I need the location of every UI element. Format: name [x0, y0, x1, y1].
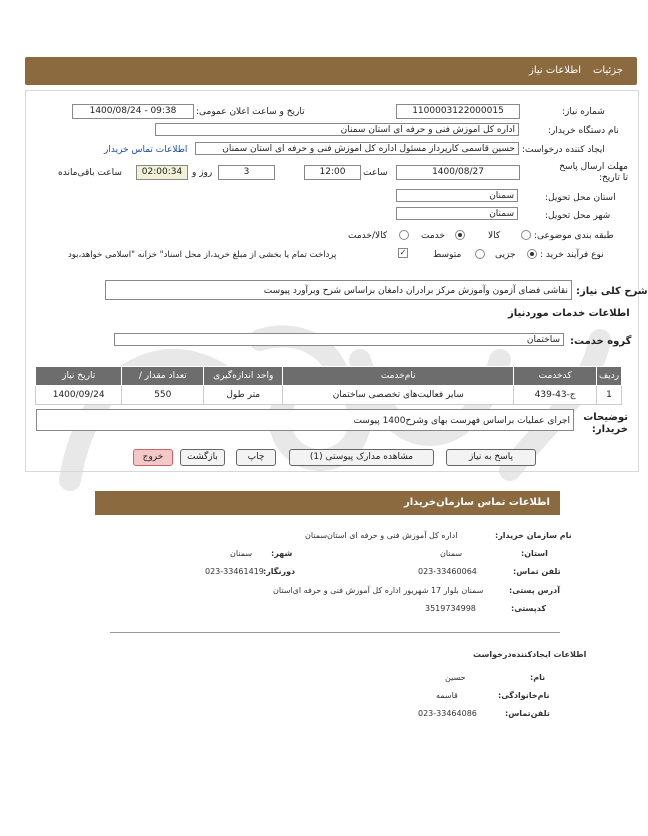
- contact-section-title: اطلاعات تماس سازمان‌خریدار: [403, 497, 550, 508]
- cat-goods-label: کالا: [488, 231, 501, 241]
- cell-need-date: 1400/09/24: [36, 386, 122, 405]
- summary-label: شرح کلی نیاز:: [576, 286, 648, 297]
- buyer-notes-label: توضیحات خریدار:: [583, 412, 628, 435]
- requester-field: حسین قاسمی کارپرداز مسئول اداره کل اموزش فنی و حرفه ای استان سمنان: [195, 142, 519, 155]
- col-header: تاریخ نیاز: [36, 367, 122, 386]
- col-header: نام‌خدمت: [283, 367, 514, 386]
- cell-service-name: سایر فعالیت‌های تخصصی ساختمان: [283, 386, 514, 405]
- contact-section-bar: [95, 491, 560, 515]
- col-header: واحد اندازه‌گیری: [204, 367, 283, 386]
- creator-phone-value: 023-33464086: [418, 709, 477, 718]
- view-docs-button[interactable]: مشاهده مدارک پیوستی (1): [289, 449, 434, 466]
- cat-goods-radio[interactable]: [521, 230, 531, 240]
- postal-value: 3519734998: [425, 604, 476, 613]
- address-value: سمنان بلوار 17 شهریور اداره کل آموزش فنی و حرفه ای‌استان: [273, 586, 484, 595]
- service-group-field: ساختمان: [114, 333, 564, 346]
- time-label: ساعت: [363, 168, 388, 178]
- print-button[interactable]: چاپ: [236, 449, 276, 466]
- payment-checkbox[interactable]: ✓: [399, 248, 407, 257]
- need-number-field: 1100003122000015: [396, 104, 520, 119]
- payment-note: پرداخت تمام یا بخشی از مبلغ خرید،از محل اسناد" خزانه "اسلامی خواهد،بود: [68, 250, 337, 260]
- days-field: 3: [218, 165, 275, 180]
- name-value: حسین: [445, 673, 466, 682]
- deadline-label: مهلت ارسال پاسخ تا تاریخ:: [559, 162, 628, 183]
- cell-row-no: 1: [597, 386, 622, 405]
- buyer-contact-link[interactable]: اطلاعات تماس خریدار: [104, 145, 188, 155]
- table-header-row: [36, 367, 622, 386]
- city-contact-value: سمنان: [230, 549, 253, 558]
- phone-value: 023-33460064: [418, 567, 477, 576]
- province-label: استان محل تحویل:: [545, 193, 616, 203]
- creator-title: اطلاعات ایجادکننده‌درخواست: [473, 650, 587, 659]
- city-contact-label: شهر:: [271, 549, 293, 558]
- fax-label: دورنگار:: [263, 567, 296, 576]
- org-label: نام سازمان خریدار:: [495, 531, 572, 540]
- tab-details-label[interactable]: جزئیات: [593, 65, 623, 76]
- province-contact-value: سمنان: [440, 549, 463, 558]
- need-number-label: شماره نیاز:: [562, 107, 605, 117]
- creator-phone-label: تلفن‌تماس:: [505, 709, 550, 718]
- city-field: سمنان: [396, 207, 518, 220]
- remaining-time-field: 02:00:34: [136, 165, 188, 180]
- cell-unit: متر طول: [204, 386, 283, 405]
- remaining-label: ساعت باقی‌مانده: [58, 168, 122, 178]
- col-header: تعداد مقدار /: [122, 367, 204, 386]
- fax-value: 023-33461419: [205, 567, 264, 576]
- proc-medium-radio[interactable]: [475, 249, 485, 259]
- cat-goods-service-label: کالا/خدمت: [348, 231, 388, 241]
- deadline-date-field: 1400/08/27: [396, 165, 520, 180]
- family-label: نام‌خانوادگی:: [498, 691, 550, 700]
- proc-medium-label: متوسط: [433, 250, 462, 260]
- address-label: آدرس پستی:: [509, 586, 560, 595]
- proc-minor-label: جزیی: [495, 250, 516, 260]
- province-contact-label: استان:: [521, 549, 548, 558]
- exit-button[interactable]: خروج: [133, 449, 173, 466]
- org-value: اداره کل آموزش فنی و حرفه ای استان‌سمنان: [305, 531, 458, 540]
- days-label: روز و: [192, 168, 213, 178]
- col-header: کدخدمت: [514, 367, 597, 386]
- family-value: قاسمه: [436, 691, 458, 700]
- name-label: نام:: [530, 673, 546, 682]
- postal-label: کدپستی:: [511, 604, 546, 613]
- city-label: شهر محل تحویل:: [545, 211, 611, 221]
- deadline-time-field: 12:00: [304, 165, 361, 180]
- province-field: سمنان: [396, 189, 518, 202]
- col-header: ردیف: [597, 367, 622, 386]
- reply-button[interactable]: پاسخ به نیاز: [446, 449, 536, 466]
- announce-label: تاریخ و ساعت اعلان عمومی:: [196, 107, 305, 117]
- buyer-notes-field: اجرای عملیات براساس فهرست بهای وشرح1400 پیوست: [36, 409, 574, 431]
- summary-field: نقاشی فضای آزمون وآموزش مرکز برادران دامغان براساس شرح وبرآورد پیوست: [105, 280, 572, 300]
- cat-service-radio[interactable]: [455, 230, 465, 240]
- proc-minor-radio[interactable]: [527, 249, 537, 259]
- announce-field: 1400/08/24 - 09:38: [72, 104, 194, 119]
- buyer-org-field: اداره کل اموزش فنی و حرفه ای استان سمنان: [155, 123, 519, 136]
- cell-quantity: 550: [122, 386, 204, 405]
- tab-need-info-label[interactable]: اطلاعات نیاز: [529, 65, 581, 76]
- cat-goods-service-radio[interactable]: [399, 230, 409, 240]
- service-group-label: گروه خدمت:: [570, 336, 632, 347]
- process-label: نوع فرآیند خرید :: [540, 250, 604, 260]
- services-table: [35, 366, 622, 405]
- category-label: طبقه بندی موضوعی:: [534, 231, 614, 241]
- cell-service-code: ج-43-439: [514, 386, 597, 405]
- table-row: [36, 386, 622, 405]
- buyer-org-label: نام دستگاه خریدار:: [548, 126, 619, 136]
- cat-service-label: خدمت: [421, 231, 445, 241]
- phone-label: تلفن تماس:: [513, 567, 561, 576]
- services-heading: اطلاعات خدمات موردنیاز: [508, 308, 630, 319]
- back-button[interactable]: بازگشت: [180, 449, 225, 466]
- divider: [110, 632, 560, 633]
- requester-label: ایجاد کننده درخواست:: [522, 145, 605, 155]
